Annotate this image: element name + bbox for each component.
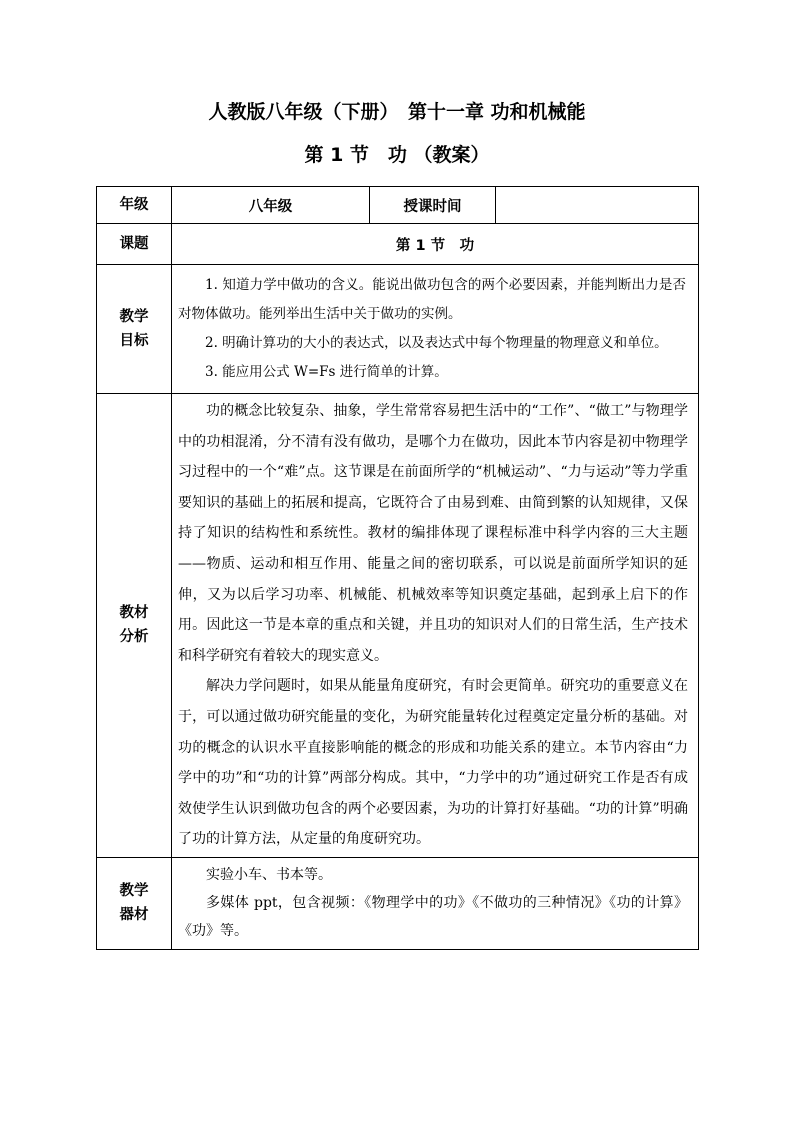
grade-value: 八年级 (172, 187, 370, 224)
topic-label: 课题 (97, 224, 172, 265)
equipment-label (97, 857, 172, 949)
equipment-content (172, 857, 699, 949)
topic-value: 第 1 节 功 (172, 224, 699, 265)
goals-content (172, 265, 699, 394)
grade-label: 年级 (97, 187, 172, 224)
lesson-plan-table (96, 186, 699, 950)
analysis-content (172, 394, 699, 858)
equipment-item: 实验小车、书本等。 (206, 867, 332, 884)
goals-row (97, 265, 699, 394)
equipment-row (97, 857, 699, 949)
goals-label-text: 教学目标 (119, 309, 149, 349)
analysis-label (97, 394, 172, 858)
goal-item: 3. 能应用公式 W=Fs 进行简单的计算。 (205, 364, 448, 380)
equipment-item: 多媒体 ppt，包含视频：《物理学中的功》《不做功的三种情况》《功的计算》《功》等。 (178, 895, 688, 940)
analysis-row (97, 394, 699, 858)
equipment-label-text: 教学器材 (119, 883, 149, 924)
time-value (496, 187, 699, 224)
time-label: 授课时间 (370, 187, 496, 224)
grade-row (97, 187, 699, 224)
topic-row (97, 224, 699, 265)
goals-label (97, 265, 172, 394)
analysis-paragraph: 解决力学问题时，如果从能量角度研究，有时会更简单。研究功的重要意义在于，可以通过做功研究能量的变化，为研究能量转化过程奠定定量分析的基础。对功的概念的认识水平直接影响能的概念的形成和功能关系的建立。本节内容由“力学中的功”和“功的计算”两部分构成。其中，“力学中的功”通过研究工作是否有成效使学生认识到做功包含的两个必要因素，为功的计算打好基础。“功的计算”明确了功的计算方法，从定量的角度研究功。 (178, 678, 688, 848)
analysis-paragraph: 功的概念比较复杂、抽象，学生常常容易把生活中的“工作”、“做工”与物理学中的功相混淆，分不清有没有做功，是哪个力在做功，因此本节内容是初中物理学习过程中的一个“难”点。这节课是在前面所学的“机械运动”、“力与运动”等力学重要知识的基础上的拓展和提高，它既符合了由易到难、由简到繁的认知规律，又保持了知识的结构性和系统性。教材的编排体现了课程标准中科学内容的三大主题——物质、运动和相互作用、能量之间的密切联系，可以说是前面所学知识的延伸，又为以后学习功率、机械能、机械效率等知识奠定基础，起到承上启下的作用。因此这一节是本章的重点和关键，并且功的知识对人们的日常生活，生产技术和科学研究有着较大的现实意义。 (178, 403, 688, 664)
analysis-label-text: 教材分析 (119, 605, 149, 646)
document-subtitle: 第 1 节 功 （教案） (304, 144, 490, 166)
goal-item: 1. 知道力学中做功的含义。能说出做功包含的两个必要因素，并能判断出力是否对物体做功。能列举出生活中关于做功的实例。 (178, 277, 686, 322)
document-title: 人教版八年级（下册） 第十一章 功和机械能 (208, 101, 586, 123)
goal-item: 2. 明确计算功的大小的表达式，以及表达式中每个物理量的物理意义和单位。 (205, 335, 668, 351)
